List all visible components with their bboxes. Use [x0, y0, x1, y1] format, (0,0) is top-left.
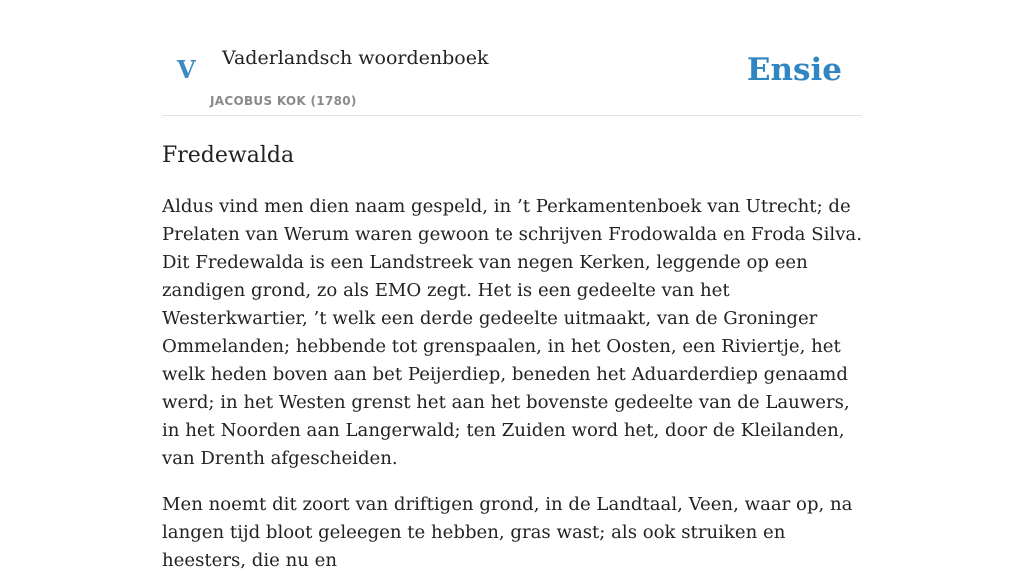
dictionary-title[interactable]: Vaderlandsch woordenboek: [222, 47, 489, 69]
ensie-logo-link[interactable]: Ensie: [746, 52, 842, 88]
dictionary-author: JACOBUS KOK (1780): [210, 94, 357, 108]
entry-title: Fredewalda: [162, 143, 295, 168]
entry-paragraph: Men noemt dit zoort van driftigen grond, in de Landtaal, Veen, waar op, na langen tijd bloot geleegen te hebben, gras wast; als ook struiken en heesters, die nu en: [162, 494, 853, 571]
dictionary-header: [162, 0, 862, 116]
letter-index-link[interactable]: V: [177, 55, 196, 84]
content-container: [162, 0, 862, 575]
entry-paragraph: Aldus vind men dien naam gespeld, in ’t Perkamentenboek van Utrecht; de Prelaten van Werum waren gewoon te schrijven Frodowalda en Froda Silva. Dit Fredewalda is een Landstreek van negen Kerken, leggende op een zandigen grond, zo als EMO zegt. Het is een gedeelte van het Westerkwartier, ’t welk een derde gedeelte uitmaakt, van de Groninger Ommelanden; hebbende tot grenspaalen, in het Oosten, een Riviertje, het welk heden boven aan bet Peijerdiep, beneden het Aduarderdiep genaamd werd; in het Westen grenst het aan het bovenste gedeelte van de Lauwers, in het Noorden aan Langerwald; ten Zuiden word het, door de Kleilanden, van Drenth afgescheiden.: [162, 196, 862, 469]
